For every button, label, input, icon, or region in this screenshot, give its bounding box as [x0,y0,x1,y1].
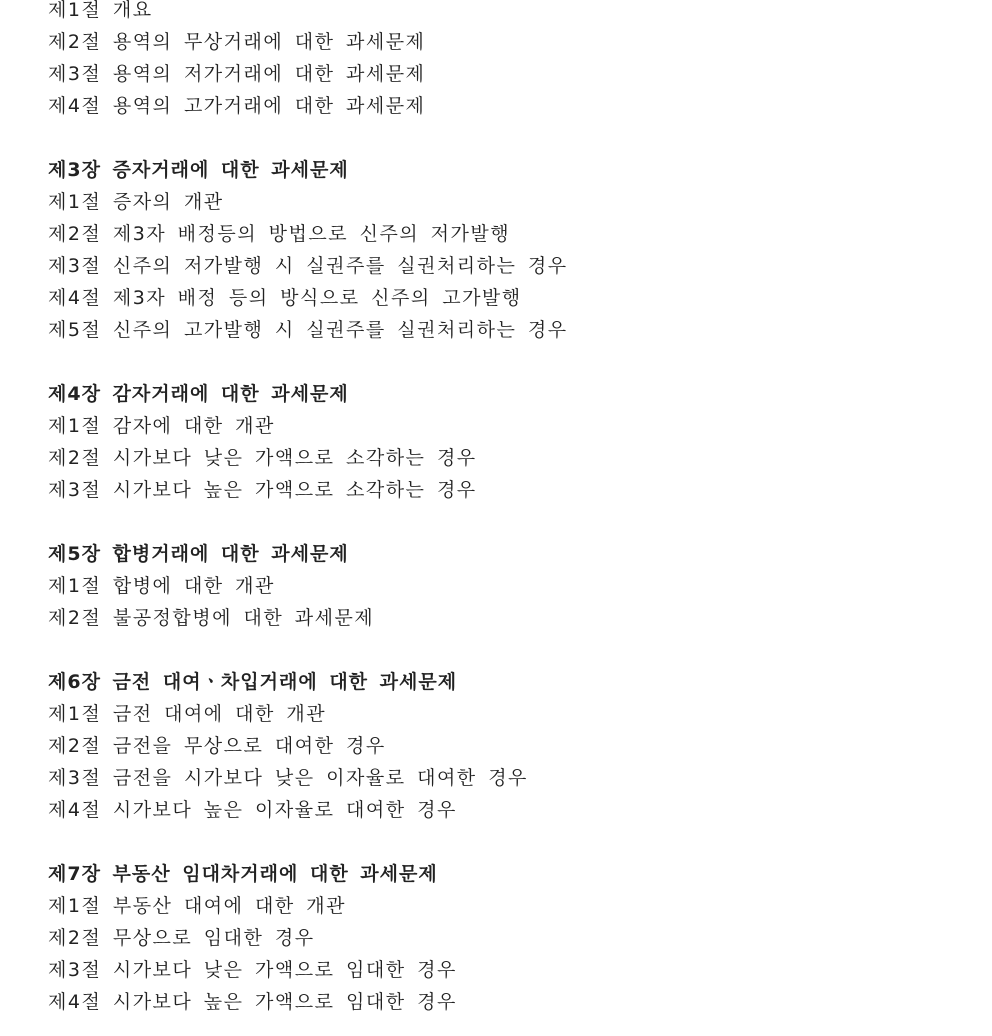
toc-item: 제4절 제3자 배정 등의 방식으로 신주의 고가발행 [48,287,522,309]
toc-item: 제4절 시가보다 높은 이자율로 대여한 경우 [48,799,457,821]
toc-item: 제1절 감자에 대한 개관 [48,415,275,437]
chapter-heading: 제3장 증자거래에 대한 과세문제 [48,159,349,181]
toc-item: 제3절 금전을 시가보다 낮은 이자율로 대여한 경우 [48,767,528,789]
toc-item: 제1절 증자의 개관 [48,191,224,213]
spacer [48,634,978,666]
table-of-contents [48,0,978,1018]
toc-item: 제4절 용역의 고가거래에 대한 과세문제 [48,95,426,117]
toc-item: 제3절 시가보다 낮은 가액으로 임대한 경우 [48,959,457,981]
toc-item: 제5절 신주의 고가발행 시 실권주를 실권처리하는 경우 [48,319,568,341]
toc-item: 제3절 신주의 저가발행 시 실권주를 실권처리하는 경우 [48,255,568,277]
toc-item: 제1절 합병에 대한 개관 [48,575,275,597]
toc-item: 제1절 부동산 대여에 대한 개관 [48,895,346,917]
toc-item: 제2절 무상으로 임대한 경우 [48,927,315,949]
chapter-heading: 제5장 합병거래에 대한 과세문제 [48,543,349,565]
chapter-heading: 제4장 감자거래에 대한 과세문제 [48,383,349,405]
toc-item: 제3절 용역의 저가거래에 대한 과세문제 [48,63,426,85]
chapter-heading: 제7장 부동산 임대차거래에 대한 과세문제 [48,863,438,885]
toc-item: 제3절 시가보다 높은 가액으로 소각하는 경우 [48,479,477,501]
toc-item: 제2절 불공정합병에 대한 과세문제 [48,607,375,629]
spacer [48,346,978,378]
spacer [48,122,978,154]
toc-item: 제1절 개요 [48,0,153,21]
toc-item: 제2절 금전을 무상으로 대여한 경우 [48,735,386,757]
toc-item: 제2절 제3자 배정등의 방법으로 신주의 저가발행 [48,223,511,245]
toc-item: 제1절 금전 대여에 대한 개관 [48,703,327,725]
chapter-heading: 제6장 금전 대여ㆍ차입거래에 대한 과세문제 [48,671,458,693]
spacer [48,826,978,858]
spacer [48,506,978,538]
toc-item: 제2절 용역의 무상거래에 대한 과세문제 [48,31,426,53]
toc-item: 제4절 시가보다 높은 가액으로 임대한 경우 [48,991,457,1013]
toc-item: 제2절 시가보다 낮은 가액으로 소각하는 경우 [48,447,477,469]
